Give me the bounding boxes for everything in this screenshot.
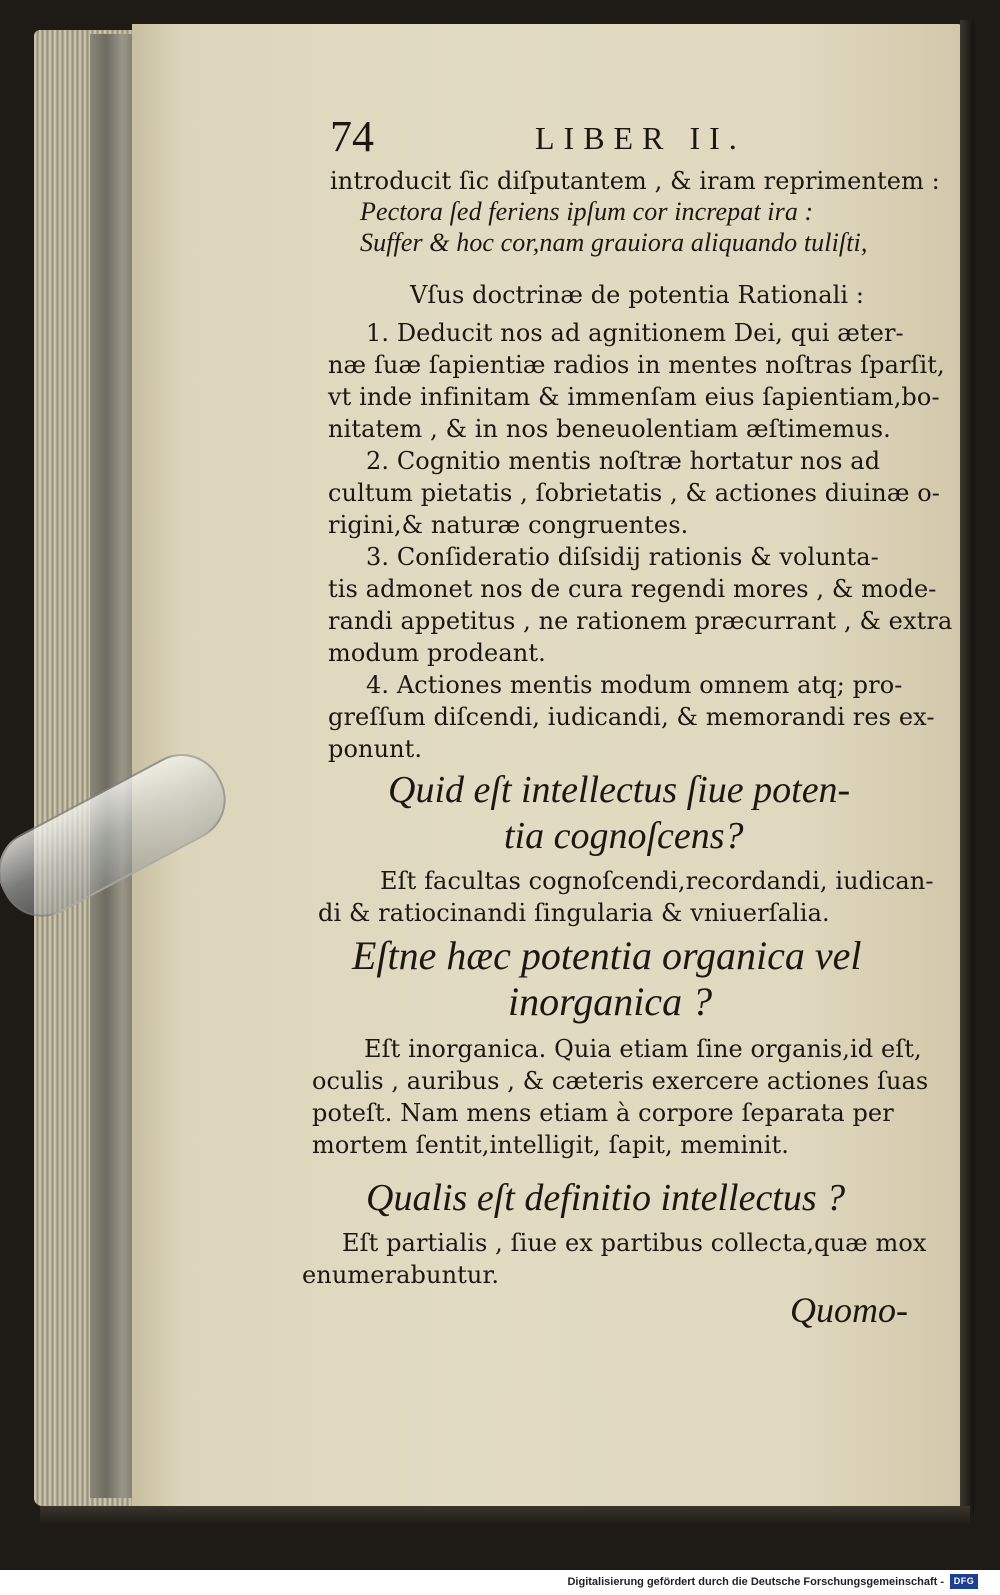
text-line: oculis , auribus , & cæteris exercere actiones ſuas	[312, 1067, 929, 1095]
question-heading: Qualis eſt definitio intellectus ?	[366, 1177, 846, 1219]
text-line: poteſt. Nam mens etiam à corpore ſeparata per	[312, 1099, 894, 1127]
section-heading: Vſus doctrinæ de potentia Rationali :	[410, 281, 865, 309]
text-line: ponunt.	[328, 735, 423, 763]
footer-credit: Digitalisierung gefördert durch die Deutsche Forschungsgemeinschaft -	[567, 1576, 944, 1588]
verse-line: Suffer & hoc cor,nam grauiora aliquando tuliſti,	[360, 228, 868, 257]
dfg-logo: DFG	[950, 1574, 978, 1589]
text-line: greſſum diſcendi, iudicandi, & memorandi res ex-	[328, 703, 935, 731]
text-line: cultum pietatis , ſobrietatis , & actiones diuinæ o-	[328, 479, 940, 507]
running-head: LIBER II.	[535, 120, 746, 156]
text-line: mortem ſentit,intelligit, ſapit, meminit.	[312, 1131, 790, 1159]
question-heading: Eſtne hæc potentia organica vel	[352, 933, 862, 978]
text-line: di & ratiocinandi ſingularia & vniuerſalia.	[318, 899, 830, 927]
text-line: Eſt facultas cognoſcendi,recordandi, iudican-	[380, 867, 934, 895]
question-heading: tia cognoſcens?	[504, 815, 744, 857]
text-line: næ ſuæ ſapientiæ radios in mentes noſtras ſparſit,	[328, 351, 945, 379]
text-line: 2. Cognitio mentis noſtræ hortatur nos ad	[366, 447, 881, 475]
text-line: Eſt inorganica. Quia etiam ſine organis,id eſt,	[364, 1035, 922, 1063]
text-line: Eſt partialis , ſiue ex partibus collecta,quæ mox	[342, 1229, 927, 1257]
text-line: nitatem , & in nos beneuolentiam æſtimemus.	[328, 415, 891, 443]
text-line: randi appetitus , ne rationem præcurrant , & extra	[328, 607, 953, 635]
text-line: enumerabuntur.	[302, 1261, 500, 1289]
question-heading: inorganica ?	[508, 979, 713, 1024]
question-heading: Quid eſt intellectus ſiue poten-	[388, 769, 851, 811]
text-line: tis admonet nos de cura regendi mores , & mode-	[328, 575, 937, 603]
text-line: vt inde infinitam & immenſam eius ſapientiam,bo-	[328, 383, 940, 411]
text-line: 4. Actiones mentis modum omnem atq; pro-	[366, 671, 903, 699]
text-line: 1. Deducit nos ad agnitionem Dei, qui æter-	[366, 319, 904, 347]
footer	[0, 1570, 1000, 1595]
page-number: 74	[330, 112, 374, 161]
text-line: rigini,& naturæ congruentes.	[328, 511, 689, 539]
verse-line: Pectora ſed feriens ipſum cor increpat ira :	[360, 197, 814, 226]
catchword: Quomo-	[790, 1290, 908, 1330]
text-line: 3. Conſideratio diſsidij rationis & volunta-	[366, 543, 879, 571]
text-line: modum prodeant.	[328, 639, 546, 667]
text-line: introducit ſic diſputantem , & iram reprimentem :	[330, 167, 940, 195]
